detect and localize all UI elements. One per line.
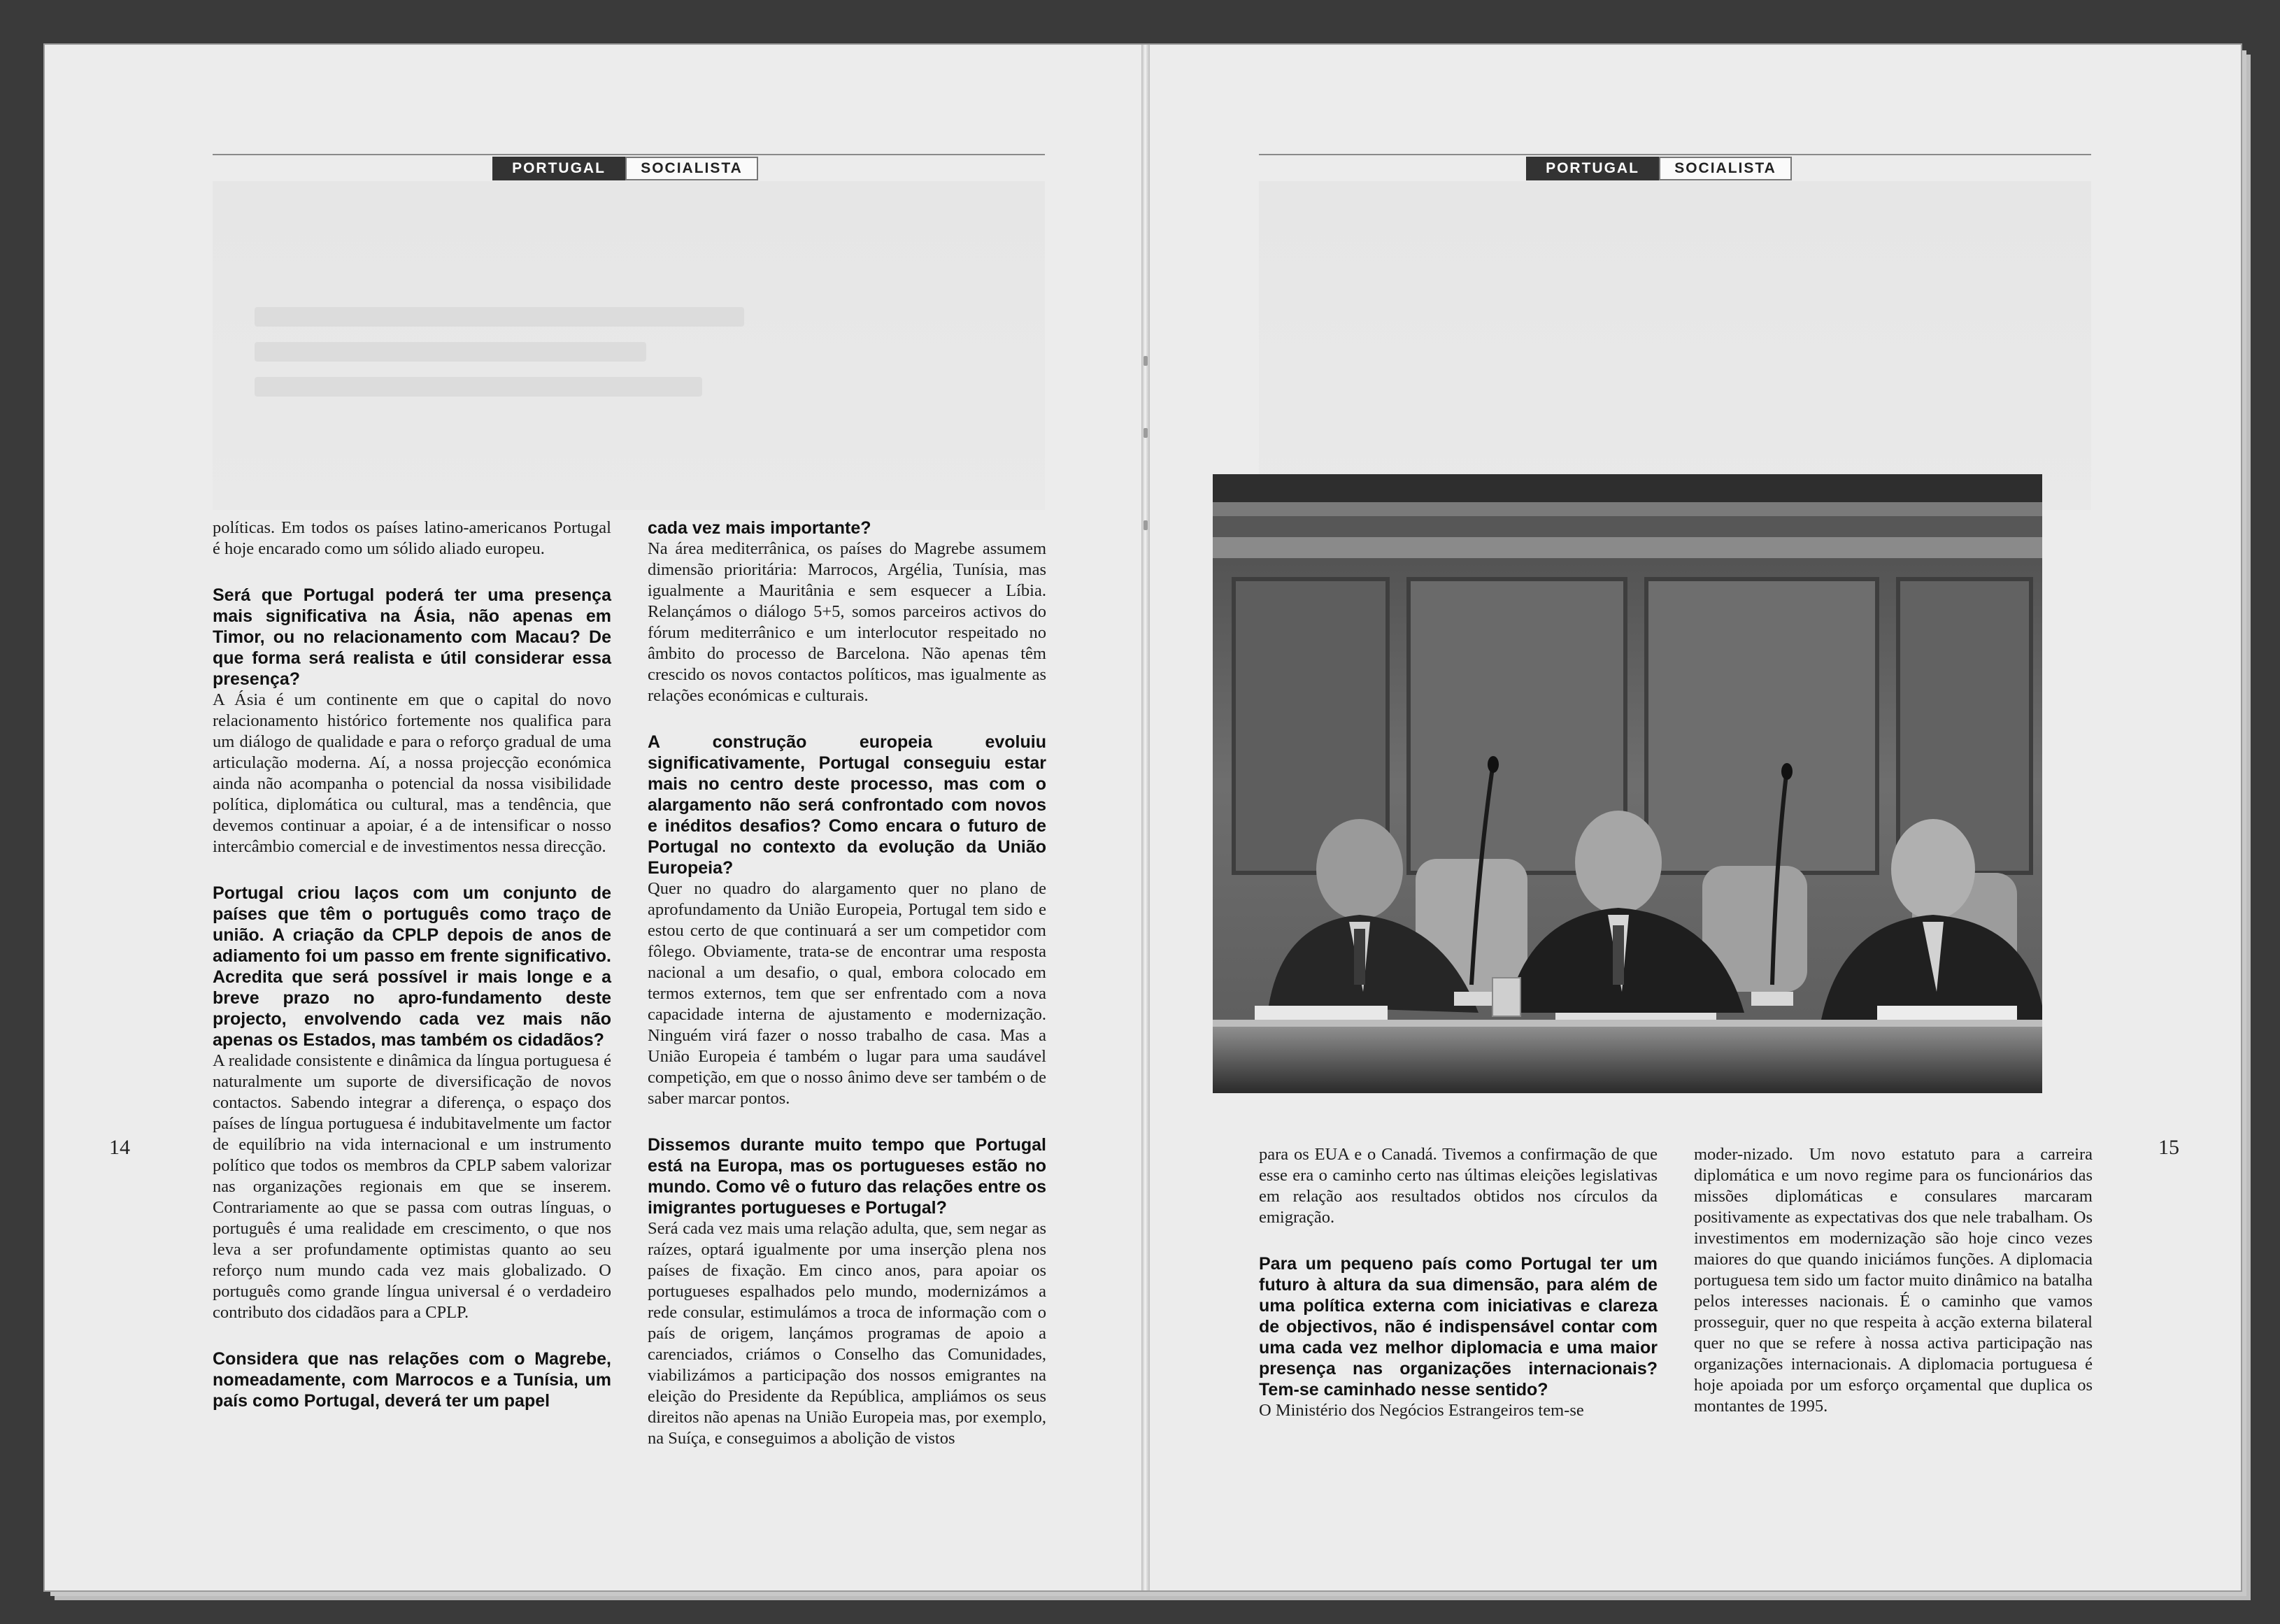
interview-answer: A realidade consistente e dinâmica da língua portuguesa é naturalmente um suporte de diversificação de novos contactos. Sabendo integrar a diferença, o espaço dos países de língua portuguesa é indubitavelmente um factor de equilíbrio na vida internacional e um instrumento político que todos os membros da CPLP sabem valorizar nas organizações regionais em que se inserem. Contrariamente ao que se passa com outras línguas, o português é uma realidade em crescimento, o que nos leva a ser profundamente optimistas quanto ao seu reforço num mundo cada vez mais globalizado. O português como grande língua universal é o verdadeiro contributo dos cidadãos para a CPLP. [213, 1051, 611, 1322]
interview-question: cada vez mais importante? [648, 518, 871, 538]
masthead [1526, 157, 1792, 180]
staple [1143, 520, 1148, 530]
interview-answer: Quer no quadro do alargamento quer no plano de aprofundamento da União Europeia, Portugal tem sido e estou certo de que continuará a ser um competidor com fôlego. Obviamente, trata-se de encontrar uma resposta nacional a um desafio, o qual, embora colocado em termos externos, tem que ser enfrentado com a nova capacidade interna de ajustamento e modernização. Ninguém virá fazer o nosso trabalho de casa. Mas a União Europeia é também o lugar para uma saudável competição, em que o nosso ânimo deve ser também o de saber marcar pontos. [648, 879, 1046, 1108]
masthead-socialista: SOCIALISTA [625, 157, 758, 180]
interview-question: Para um pequeno país como Portugal ter um futuro à altura da sua dimensão, para além de uma política externa com iniciativas e clareza de objectivos, não é indispensável contar com uma cada vez melhor diplomacia e uma maior presença nas organizações internacionais? Tem-se caminhado nesse sentido? [1259, 1254, 1658, 1399]
interview-question: A construção europeia evoluiu significativamente, Portugal conseguiu estar mais no centro deste processo, mas com o alargamento não será confrontado com novos e inéditos desafios? Como encara o futuro de Portugal no contexto da evolução da União Europeia? [648, 732, 1046, 878]
masthead-portugal: PORTUGAL [1526, 157, 1659, 180]
paragraph: políticas. Em todos os países latino-americanos Portugal é hoje encarado como um sólido aliado europeu. [213, 518, 611, 558]
interview-question: Será que Portugal poderá ter uma presença mais significativa na Ásia, não apenas em Timor, ou no relacionamento com Macau? De que forma será realista e útil considerar essa presença? [213, 585, 611, 689]
paragraph: moder-nizado. Um novo estatuto para a carreira diplomática e um novo regime para os funcionários das missões diplomáticas e consulares marcaram positivamente as expectativas dos que nele trabalham. Os investimentos em modernização são hoje cinco vezes maiores do que quando iniciámos funções. A diplomacia portuguesa tem sido um factor muito dinâmico na batalha pelos interesses nacionais. É o caminho que vamos prosseguir, quer no que respeita à acção externa bilateral quer no que se refere à nossa activa participação nas organizações internacionais. A diplomacia portuguesa é hoje apoiada por um esforço orçamental que duplica os montantes de 1995. [1694, 1145, 2093, 1416]
interview-answer: A Ásia é um continente em que o capital do novo relacionamento histórico fortemente nos qualifica para um diálogo de qualidade e para o reforço gradual de uma articulação moderna. Aí, a nossa projecção económica ainda não acompanha o potencial da nossa visibilidade política, diplomática ou cultural, mas a tendência, que devemos continuar a apoiar, é a de intensificar o nosso intercâmbio comercial e de investimentos nessa direcção. [213, 690, 611, 856]
page-number-left: 14 [109, 1136, 130, 1159]
staple [1143, 428, 1148, 438]
gutter [1141, 45, 1150, 1590]
panel-photo [1213, 474, 2042, 1093]
masthead [492, 157, 758, 180]
masthead-socialista: SOCIALISTA [1659, 157, 1792, 180]
page-number-right: 15 [2158, 1136, 2179, 1159]
interview-question: Portugal criou laços com um conjunto de países que têm o português como traço de união. A criação da CPLP depois de anos de adiamento foi um passo em frente significativo. Acredita que será possível ir mais longe e a breve prazo no apro-fundamento deste projecto, envolvendo cada vez mais não apenas os Estados, mas também os cidadãos? [213, 883, 611, 1050]
right-column-1 [1259, 1144, 1658, 1421]
left-column-1 [213, 518, 611, 1411]
show-through-area [1259, 181, 2091, 510]
left-page [45, 45, 1141, 1590]
staple [1143, 356, 1148, 366]
header-rule [213, 154, 1045, 155]
header-rule [1259, 154, 2091, 155]
paragraph: para os EUA e o Canadá. Tivemos a confirmação de que esse era o caminho certo nas últimas eleições legislativas em relação aos resultados obtidos nos círculos da emigração. [1259, 1145, 1658, 1227]
show-through-area [213, 181, 1045, 510]
interview-answer: O Ministério dos Negócios Estrangeiros tem-se [1259, 1401, 1584, 1420]
interview-question: Considera que nas relações com o Magrebe, nomeadamente, com Marrocos e a Tunísia, um país como Portugal, deverá ter um papel [213, 1349, 611, 1411]
right-column-2 [1694, 1144, 2093, 1417]
interview-answer: Será cada vez mais uma relação adulta, que, sem negar as raízes, optará igualmente por uma inserção plena nos países de fixação. Em cinco anos, para apoiar os portugueses espalhados pelo mundo, modernizámos a rede consular, estimulámos a troca de informação com o país de origem, lançámos programas de apoio a carenciados, criámos o Conselho das Comunidades, viabilizámos a participação dos nossos emigrantes na eleição do Presidente da República, ampliámos os seus direitos não apenas na União Europeia mas, por exemplo, na Suíça, e conseguimos a abolição de vistos [648, 1219, 1046, 1448]
interview-question: Dissemos durante muito tempo que Portugal está na Europa, mas os portugueses estão no mundo. Como vê o futuro das relações entre os imigrantes portugueses e Portugal? [648, 1135, 1046, 1218]
left-column-2 [648, 518, 1046, 1449]
masthead-portugal: PORTUGAL [492, 157, 625, 180]
interview-answer: Na área mediterrânica, os países do Magrebe assumem dimensão prioritária: Marrocos, Argélia, Tunísia, mas igualmente a Mauritânia e sem esquecer a Líbia. Relançámos o diálogo 5+5, somos parceiros activos do fórum mediterrânico e um interlocutor respeitado no âmbito do processo de Barcelona. Não apenas têm crescido os novos contactos políticos, mas igualmente as relações económicas e culturais. [648, 539, 1046, 705]
